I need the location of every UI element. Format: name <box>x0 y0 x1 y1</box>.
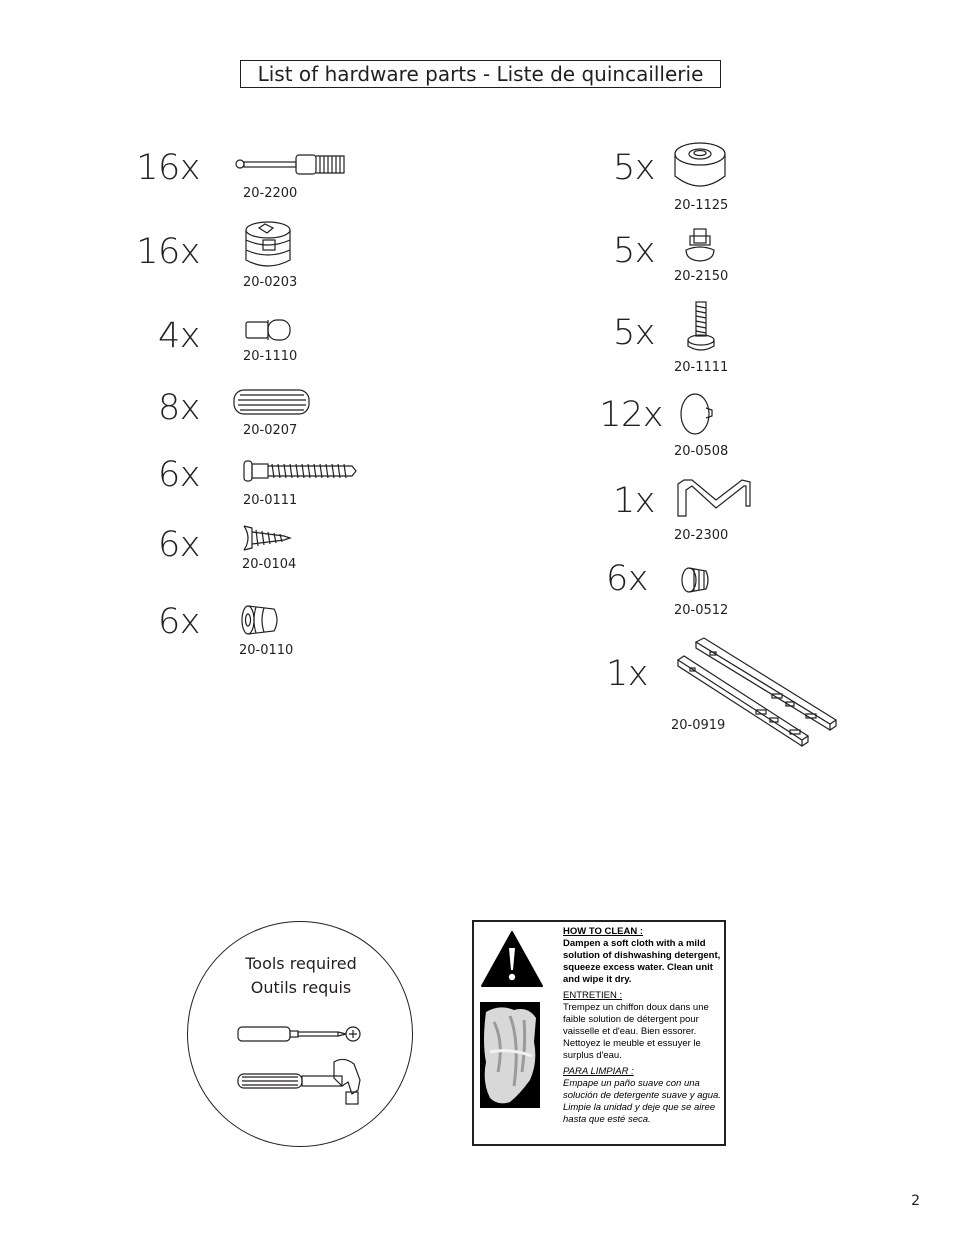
cover-cap-icon <box>678 390 716 438</box>
part-quantity: 1x <box>606 654 648 694</box>
part-code: 20-0104 <box>242 557 297 572</box>
short-screw-icon <box>240 524 292 552</box>
part-code: 20-0203 <box>243 275 298 290</box>
page-number: 2 <box>911 1193 920 1209</box>
leveler-cap-icon <box>682 226 720 264</box>
part-quantity: 4x <box>158 316 200 356</box>
part-quantity: 6x <box>158 602 200 642</box>
part-code: 20-1125 <box>674 198 729 213</box>
part-code: 20-0508 <box>674 444 729 459</box>
part-quantity: 6x <box>606 559 648 599</box>
part-code: 20-0919 <box>671 718 726 733</box>
insert-nut-icon <box>240 603 284 637</box>
screwdriver-icon <box>236 1024 366 1044</box>
furniture-glide-icon <box>672 140 728 192</box>
part-quantity: 8x <box>158 388 200 428</box>
part-code: 20-2300 <box>674 528 729 543</box>
en-text: Dampen a soft cloth with a mild solution of dishwashing detergent, squeeze excess water. Clean unit and wipe it dry. <box>563 938 721 985</box>
part-quantity: 16x <box>136 232 200 272</box>
tools-title: Tools required <box>245 954 357 973</box>
soft-cloth-image <box>480 1002 540 1108</box>
part-quantity: 12x <box>599 395 663 435</box>
part-quantity: 5x <box>613 231 655 271</box>
es-text-2: Limpie la unidad y deje que se airee hasta que esté seca. <box>563 1102 716 1125</box>
cleaning-text <box>563 926 723 1130</box>
hammer-icon <box>236 1056 366 1112</box>
part-code: 20-0111 <box>243 493 298 508</box>
part-quantity: 6x <box>158 455 200 495</box>
part-quantity: 1x <box>613 481 655 521</box>
tools-subtitle: Outils requis <box>250 978 352 997</box>
es-text-1: Empape un paño suave con una solución de detergente suave y agua. <box>563 1078 721 1101</box>
leveler-foot-icon <box>686 300 718 356</box>
fr-text: Trempez un chiffon doux dans une faible solution de détergent pour vaisselle et d'eau. Bien essorer. Nettoyez le meuble et essuyer le surplus d'eau. <box>563 1002 709 1061</box>
es-heading: PARA LIMPIAR : <box>563 1066 634 1077</box>
part-quantity: 6x <box>158 525 200 565</box>
part-code: 20-2200 <box>243 186 298 201</box>
part-quantity: 16x <box>136 148 200 188</box>
long-screw-icon <box>242 458 360 484</box>
cam-lock-icon <box>243 220 295 272</box>
cleaning-instructions <box>472 920 726 1146</box>
plug-icon <box>680 565 712 595</box>
part-code: 20-0110 <box>239 643 294 658</box>
drawer-slides-icon <box>674 638 840 750</box>
part-code: 20-2150 <box>674 269 729 284</box>
cam-bolt-icon <box>232 152 348 178</box>
warning-icon <box>480 930 544 988</box>
part-quantity: 5x <box>613 148 655 188</box>
en-heading: HOW TO CLEAN : <box>563 926 644 937</box>
shelf-pin-icon <box>244 317 296 343</box>
page-title: List of hardware parts - Liste de quincaillerie <box>240 60 721 88</box>
part-code: 20-0207 <box>243 423 298 438</box>
tools-required-panel <box>187 921 413 1147</box>
wood-dowel-icon <box>232 387 312 417</box>
part-code: 20-1110 <box>243 349 298 364</box>
fr-heading: ENTRETIEN : <box>563 990 623 1001</box>
part-code: 20-1111 <box>674 360 729 375</box>
part-quantity: 5x <box>613 313 655 353</box>
part-code: 20-0512 <box>674 603 729 618</box>
allen-key-icon <box>674 476 754 522</box>
